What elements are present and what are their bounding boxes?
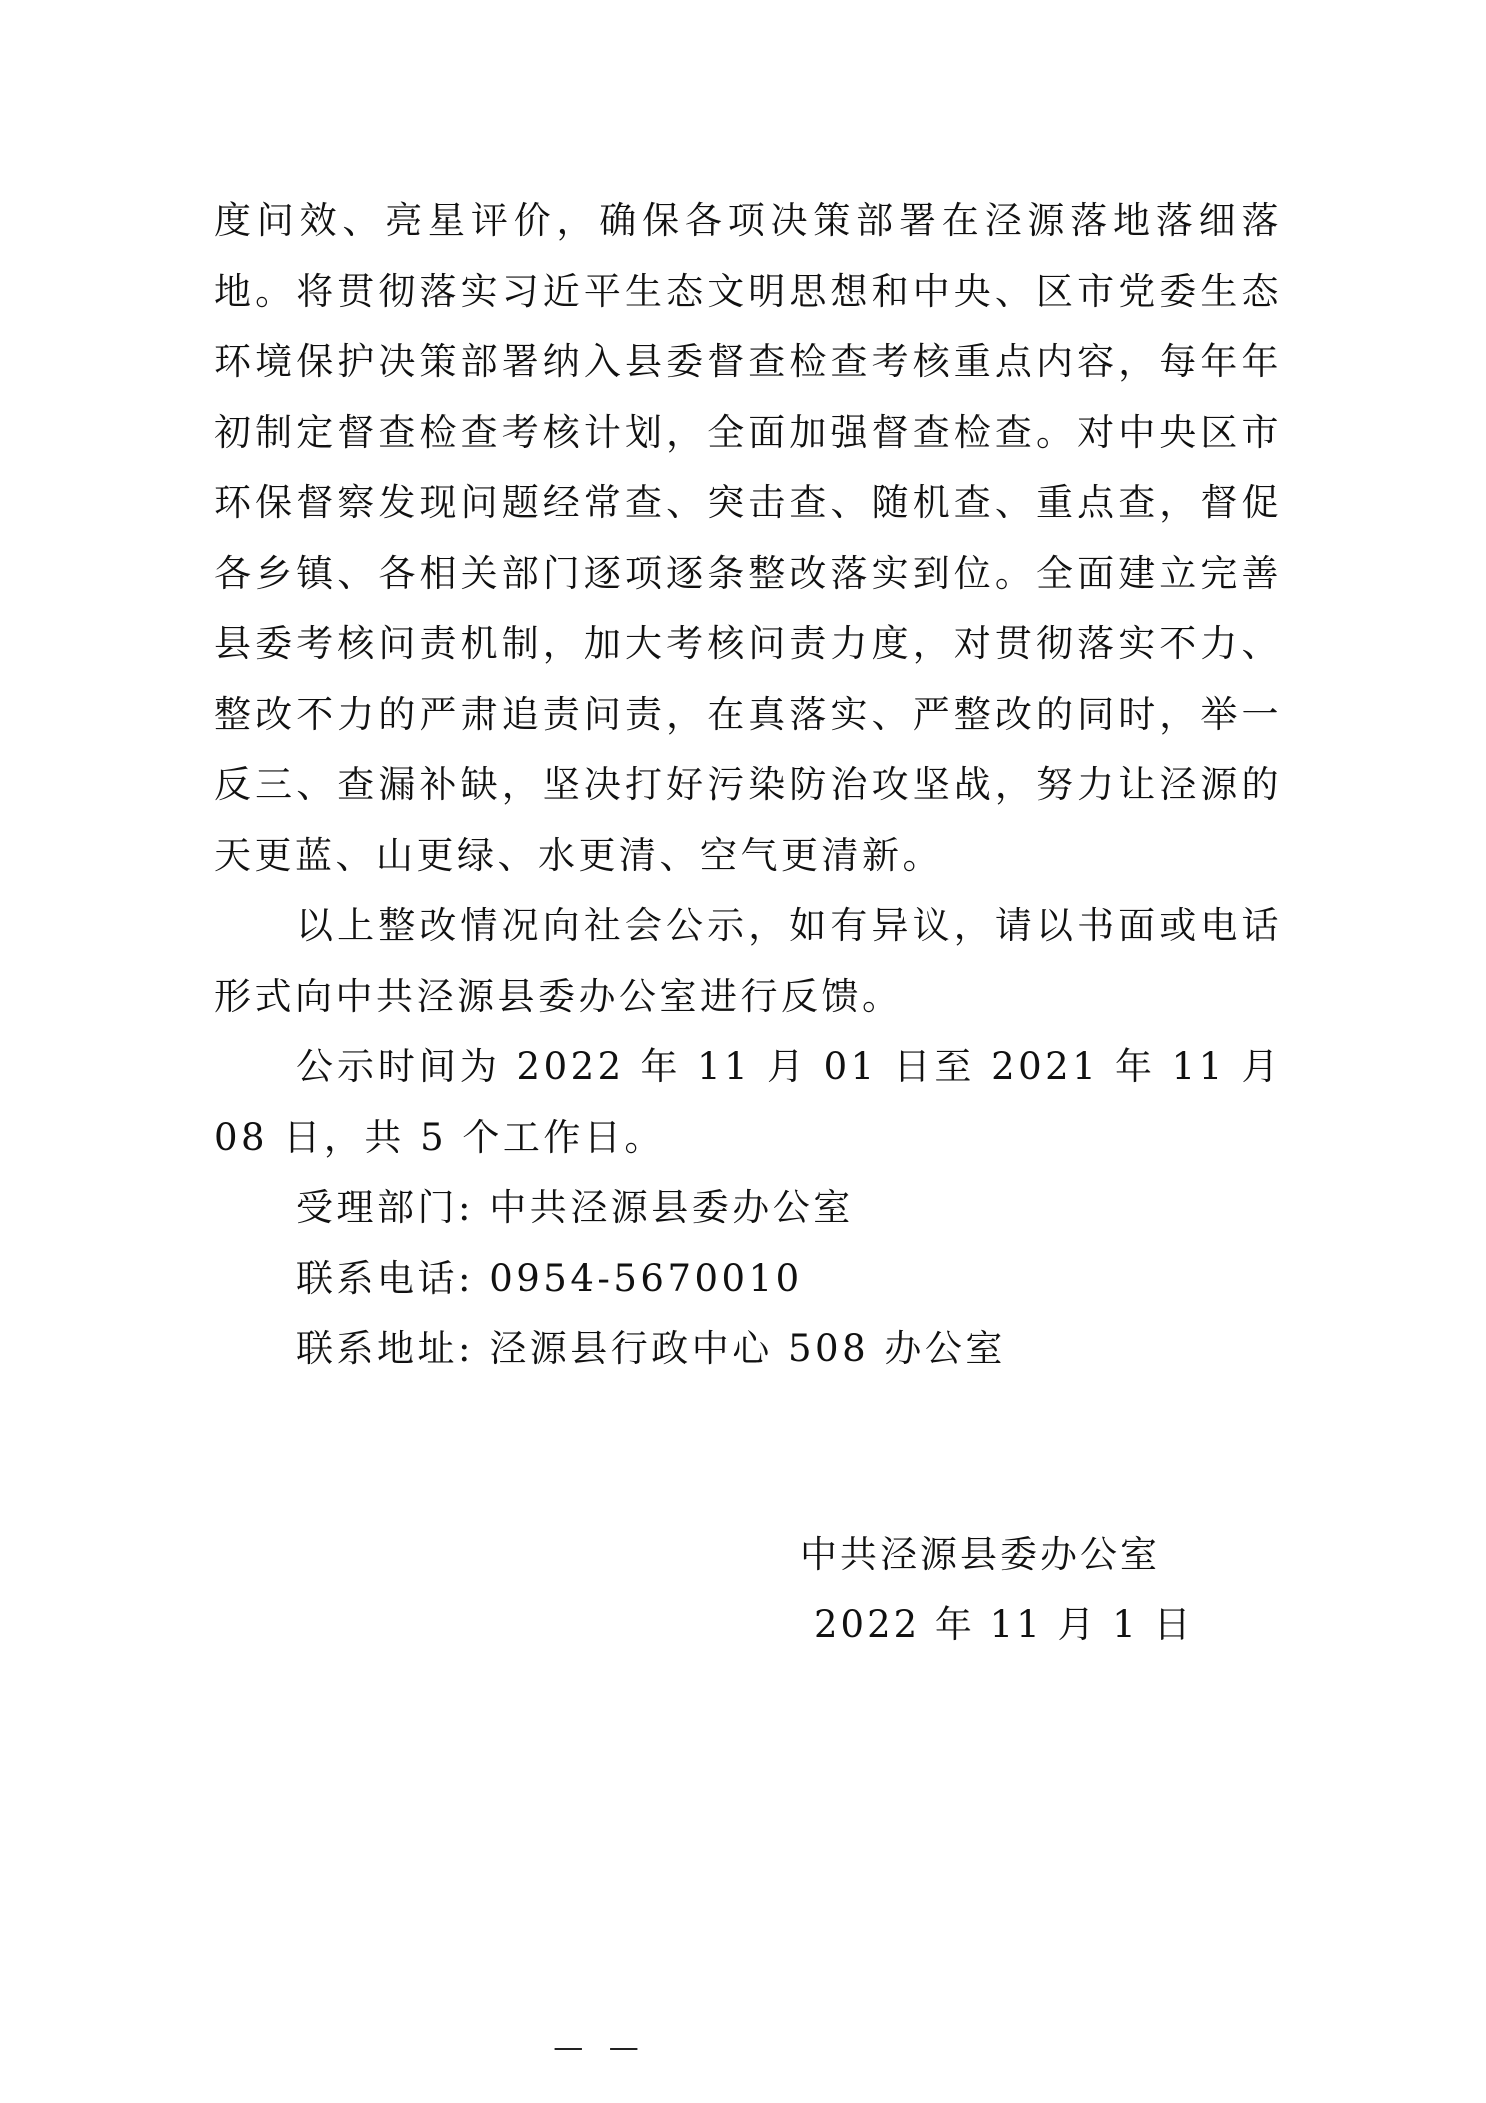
contact-department: 受理部门: 中共泾源县委办公室 xyxy=(296,1186,854,1229)
body-paragraph-1: 度问效、亮星评价，确保各项决策部署在泾源落地落细落地。将贯彻落实习近平生态文明思想和中央、区市党委生态环境保护决策部署纳入县委督查检查考核重点内容，每年年初制定督查检查考核计划，全面加强督查检查。对中央区市环保督察发现问题经常查、突击查、随机查、重点查，督促各乡镇、各相关部门逐项逐条整改落实到位。全面建立完善县委考核问责机制，加大考核问责力度，对贯彻落实不力、整改不力的严肃追责问责，在真落实、严整改的同时，举一反三、查漏补缺，坚决打好污染防治攻坚战，努力让泾源的天更蓝、山更绿、水更清、空气更清新。 xyxy=(214,199,1282,877)
signature-organization: 中共泾源县委办公室 xyxy=(800,1533,1160,1576)
contact-address: 联系地址: 泾源县行政中心 508 办公室 xyxy=(296,1327,1006,1370)
page-number: — — xyxy=(553,2030,647,2065)
signature-block xyxy=(800,1520,1194,1660)
contact-phone: 联系电话: 0954-5670010 xyxy=(296,1256,803,1300)
document-body xyxy=(214,186,1282,1385)
signature-date: 2022 年 11 月 1 日 xyxy=(814,1603,1194,1646)
body-paragraph-2: 以上整改情况向社会公示，如有异议，请以书面或电话形式向中共泾源县委办公室进行反馈。 xyxy=(214,904,1282,1018)
body-paragraph-3: 公示时间为 2022 年 11 月 01 日至 2021 年 11 月 08 日，共 5 个工作日。 xyxy=(214,1045,1282,1159)
